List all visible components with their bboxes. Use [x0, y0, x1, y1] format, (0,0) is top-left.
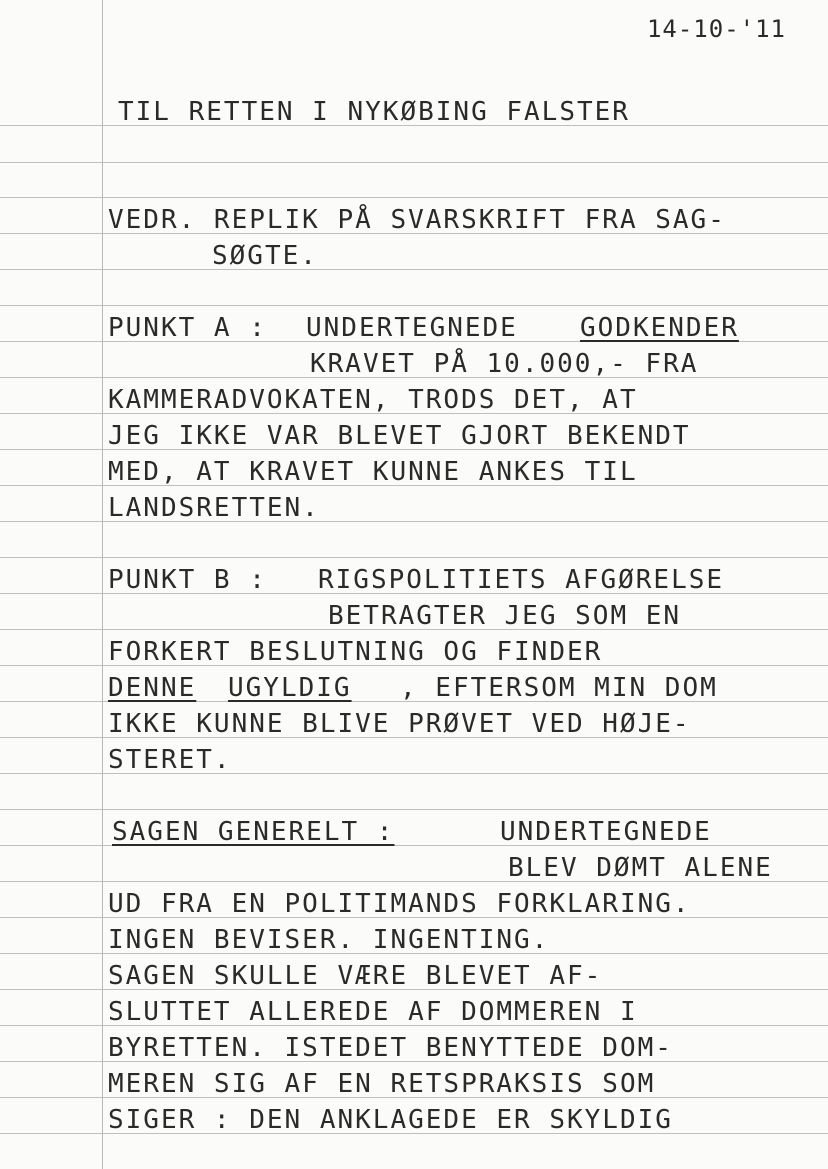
subject-line-2: SØGTE. — [212, 241, 318, 271]
sagen-text: SIGER : DEN ANKLAGEDE ER SKYLDIG — [108, 1105, 673, 1135]
ruled-line — [0, 557, 828, 558]
punkt-b-underlined-text: UGYLDIG — [228, 673, 352, 703]
sagen-text: INGEN BEVISER. INGENTING. — [108, 925, 550, 955]
punkt-a-text: KAMMERADVOKATEN, TRODS DET, AT — [108, 385, 638, 415]
punkt-b-text: RIGSPOLITIETS AFGØRELSE — [318, 565, 725, 595]
punkt-b-text: FORKERT BESLUTNING OG FINDER — [108, 637, 603, 667]
punkt-b-label: PUNKT B : — [108, 565, 267, 595]
ruled-line — [0, 305, 828, 306]
punkt-a-text: JEG IKKE VAR BLEVET GJORT BEKENDT — [108, 421, 691, 451]
sagen-text: BYRETTEN. ISTEDET BENYTTEDE DOM- — [108, 1033, 673, 1063]
subject-line-1: VEDR. REPLIK PÅ SVARSKRIFT FRA SAG- — [108, 205, 726, 235]
punkt-a-text: MED, AT KRAVET KUNNE ANKES TIL — [108, 457, 638, 487]
letter-date: 14-10-'11 — [646, 15, 786, 43]
ruled-line — [0, 197, 828, 198]
punkt-a-text: UNDERTEGNEDE — [306, 313, 518, 343]
sagen-text: SAGEN SKULLE VÆRE BLEVET AF- — [108, 961, 603, 991]
letter-heading: TIL RETTEN I NYKØBING FALSTER — [118, 97, 630, 127]
sagen-text: SLUTTET ALLEREDE AF DOMMEREN I — [108, 997, 638, 1027]
punkt-b-text: BETRAGTER JEG SOM EN — [328, 601, 682, 631]
punkt-b-underlined-text: DENNE — [108, 673, 197, 703]
punkt-a-underlined-text: GODKENDER — [580, 313, 739, 343]
sagen-label: SAGEN GENERELT : — [112, 817, 395, 847]
punkt-b-text: , EFTERSOM MIN DOM — [400, 673, 718, 703]
sagen-text: UNDERTEGNEDE — [500, 817, 712, 847]
ruled-line — [0, 269, 828, 270]
sagen-text: UD FRA EN POLITIMANDS FORKLARING. — [108, 889, 691, 919]
margin-line — [102, 0, 103, 1169]
punkt-b-text: IKKE KUNNE BLIVE PRØVET VED HØJE- — [108, 709, 691, 739]
ruled-line — [0, 809, 828, 810]
punkt-b-text: STERET. — [108, 745, 232, 775]
ruled-line — [0, 162, 828, 163]
punkt-a-text: KRAVET PÅ 10.000,- FRA — [310, 349, 699, 379]
sagen-text: MEREN SIG AF EN RETSPRAKSIS SOM — [108, 1069, 656, 1099]
punkt-a-text: LANDSRETTEN. — [108, 493, 320, 523]
sagen-text: BLEV DØMT ALENE — [508, 853, 773, 883]
punkt-a-label: PUNKT A : — [108, 313, 267, 343]
